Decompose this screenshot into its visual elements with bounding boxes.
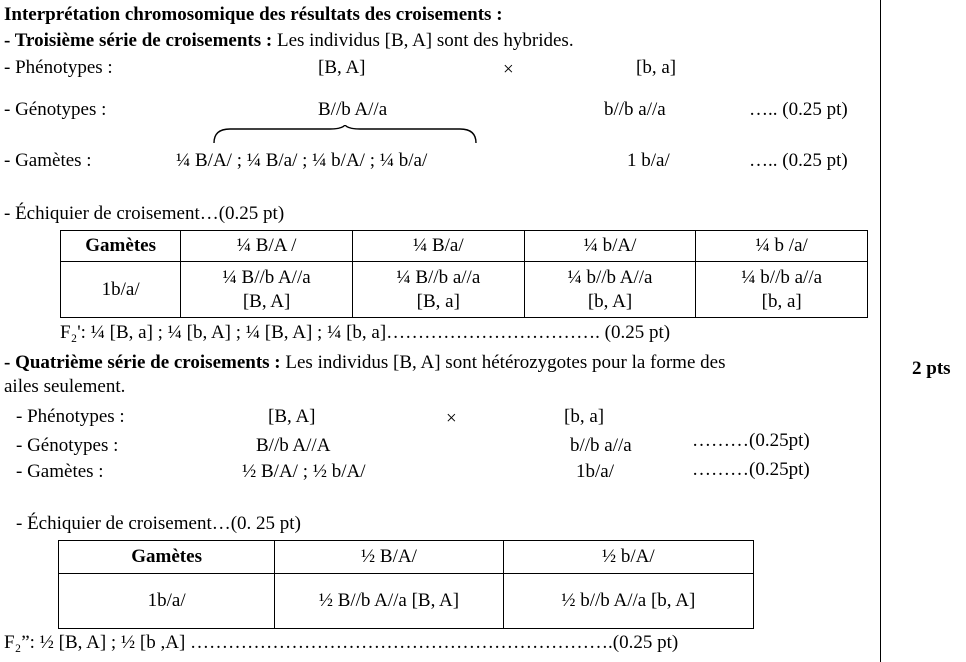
s4-table-cell: ½ b//b A//a [b, A]	[503, 574, 753, 629]
s4-cross-table	[58, 540, 754, 629]
cell-phenotype: [b, A]	[587, 290, 633, 312]
s4-phenotypes-label: - Phénotypes :	[16, 406, 125, 427]
s3-table-col-header: ¼ b/A/	[524, 231, 696, 262]
s4-phenotype-parent1: [B, A]	[268, 406, 316, 427]
s4-genotype-points: ………(0.25pt)	[692, 430, 810, 451]
section3-heading	[4, 30, 574, 52]
section4-heading-line2: ailes seulement.	[4, 376, 126, 397]
s3-cross-sign: ×	[503, 59, 514, 80]
s3-gametes-label: - Gamètes :	[4, 150, 92, 171]
s3-genotypes-label: - Génotypes :	[4, 99, 107, 120]
cell-phenotype: [B, a]	[416, 290, 460, 312]
s4-cross-sign: ×	[446, 408, 457, 429]
s3-table-row-header: 1b/a/	[61, 262, 181, 318]
s3-genotype-points: ….. (0.25 pt)	[749, 99, 848, 120]
s3-table-corner: Gamètes	[61, 231, 181, 262]
s4-gametes-parent1: ½ B/A/ ; ½ b/A/	[242, 461, 366, 482]
s4-genotype-parent1: B//b A//A	[256, 435, 331, 456]
s4-table-corner: Gamètes	[59, 541, 275, 574]
s4-gametes-label: - Gamètes :	[16, 461, 104, 482]
s3-table-col-header: ¼ B/a/	[352, 231, 524, 262]
s3-genotype-parent2: b//b a//a	[604, 99, 666, 120]
section3-heading-bold: - Troisième série de croisements :	[4, 30, 273, 51]
s4-genotype-parent2: b//b a//a	[570, 435, 632, 456]
s4-gametes-parent2: 1b/a/	[576, 461, 614, 482]
s4-table-col-header: ½ b/A/	[503, 541, 753, 574]
s3-table-col-header: ¼ B/A /	[181, 231, 353, 262]
s3-phenotype-parent1: [B, A]	[318, 57, 366, 78]
s4-gametes-points: ………(0.25pt)	[692, 459, 810, 480]
cell-phenotype: [b, a]	[761, 290, 802, 312]
s3-table-cell	[352, 262, 524, 318]
s3-f2-result: F₂': ¼ [B, a] ; ¼ [b, A] ; ¼ [B, A] ; ¼ [b, a]……………………………. (0.25 pt)	[60, 322, 671, 343]
section4-heading-bold: - Quatrième série de croisements :	[4, 352, 281, 373]
s4-table-col-header: ½ B/A/	[275, 541, 503, 574]
page-title: Interprétation chromosomique des résultats des croisements :	[4, 4, 503, 25]
right-margin-rule	[880, 0, 881, 662]
section3-heading-rest: Les individus [B, A] sont des hybrides.	[272, 30, 574, 51]
s3-cross-table	[60, 230, 868, 318]
s3-table-cell	[696, 262, 868, 318]
cell-phenotype: [B, A]	[242, 290, 291, 312]
s4-phenotype-parent2: [b, a]	[564, 406, 605, 427]
s4-echiquier-label: - Échiquier de croisement…(0. 25 pt)	[16, 513, 301, 534]
points-badge: 2 pts	[912, 358, 951, 379]
s3-phenotype-parent2: [b, a]	[636, 57, 677, 78]
s3-gametes-parent1: ¼ B/A/ ; ¼ B/a/ ; ¼ b/A/ ; ¼ b/a/	[176, 150, 428, 171]
s4-f2-result: F₂”: ½ [B, A] ; ½ [b ,A] ………………………………………………………….(0.25 pt)	[4, 632, 679, 653]
s3-table-col-header: ¼ b /a/	[696, 231, 868, 262]
s3-phenotypes-label: - Phénotypes :	[4, 57, 113, 78]
gametes-brace	[212, 125, 478, 145]
s3-gametes-points: ….. (0.25 pt)	[749, 150, 848, 171]
cell-genotype: ¼ b//b A//a	[567, 266, 653, 288]
s3-table-cell	[181, 262, 353, 318]
section4-heading-rest: Les individus [B, A] sont hétérozygotes pour la forme des	[280, 352, 726, 373]
cell-genotype: ¼ B//b A//a	[222, 266, 311, 288]
s4-table-row-header: 1b/a/	[59, 574, 275, 629]
s3-genotype-parent1: B//b A//a	[318, 99, 388, 120]
section4-heading	[4, 352, 725, 374]
s4-genotypes-label: - Génotypes :	[16, 435, 119, 456]
s4-table-cell: ½ B//b A//a [B, A]	[275, 574, 503, 629]
s3-echiquier-label: - Échiquier de croisement…(0.25 pt)	[4, 203, 285, 224]
s3-table-cell	[524, 262, 696, 318]
cell-genotype: ¼ b//b a//a	[741, 266, 823, 288]
s3-gametes-parent2: 1 b/a/	[627, 150, 670, 171]
cell-genotype: ¼ B//b a//a	[396, 266, 481, 288]
